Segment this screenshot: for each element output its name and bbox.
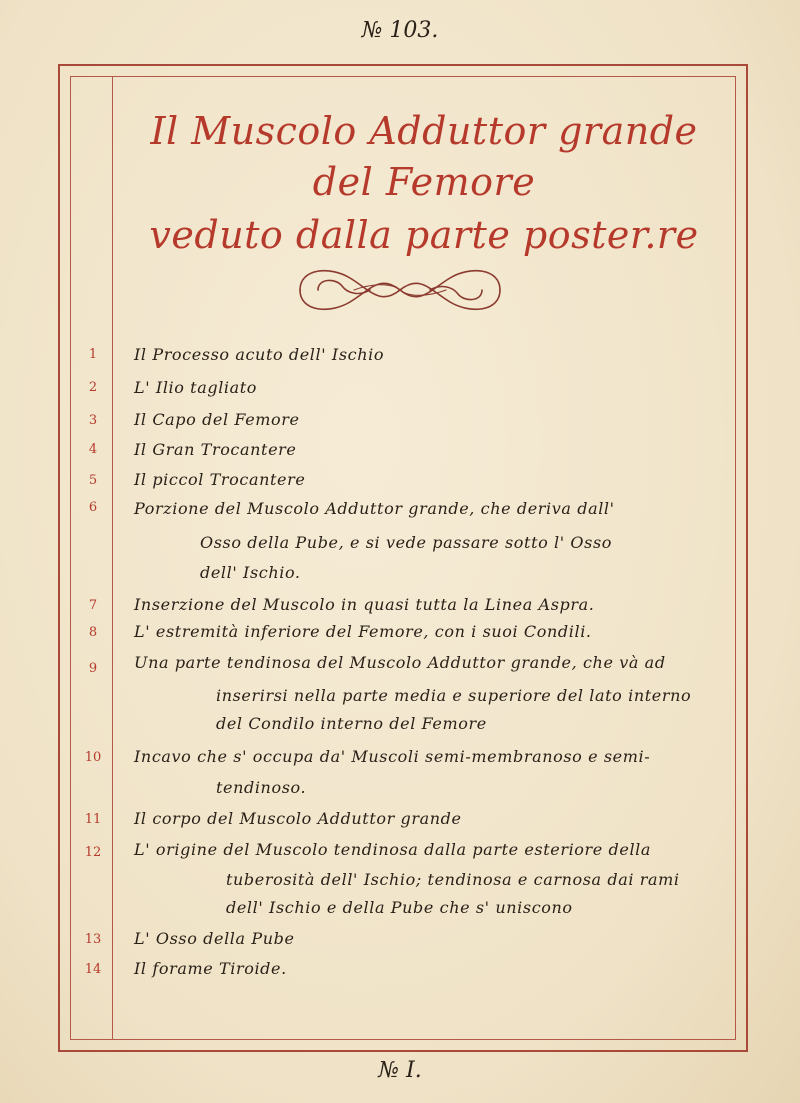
- entry-13-line-1: L' Osso della Pube: [134, 929, 295, 948]
- entry-1-line-1: Il Processo acuto dell' Ischio: [134, 345, 385, 364]
- entry-14-line-1: Il forame Tiroide.: [134, 959, 287, 978]
- entry-number-7: 7: [88, 598, 98, 613]
- entry-6-line-2: Osso della Pube, e si vede passare sotto l' Osso: [200, 533, 612, 552]
- entry-2-line-1: L' Ilio tagliato: [134, 378, 258, 397]
- entry-12-line-2: tuberosità dell' Ischio; tendinosa e carnosa dai rami: [226, 870, 680, 889]
- entry-7-line-1: Inserzione del Muscolo in quasi tutta la Linea Aspra.: [134, 595, 595, 614]
- entry-number-3: 3: [88, 413, 98, 428]
- entry-5-line-1: Il piccol Trocantere: [134, 470, 306, 489]
- entry-3-line-1: Il Capo del Femore: [134, 410, 300, 429]
- title-line-1: Il Muscolo Adduttor grande: [150, 109, 698, 153]
- entry-number-12: 12: [84, 845, 102, 860]
- title-line-2: del Femore: [312, 160, 536, 204]
- entry-number-1: 1: [88, 347, 98, 362]
- page-number-bottom: № I.: [378, 1058, 422, 1083]
- entry-number-8: 8: [88, 625, 98, 640]
- page-number-top: № 103.: [361, 18, 439, 43]
- entry-number-9: 9: [88, 661, 98, 676]
- entry-9-line-1: Una parte tendinosa del Muscolo Adduttor grande, che và ad: [134, 653, 666, 672]
- entry-number-2: 2: [88, 380, 98, 395]
- entry-number-4: 4: [88, 442, 98, 457]
- entry-6-line-1: Porzione del Muscolo Adduttor grande, che deriva dall': [134, 499, 615, 518]
- entry-11-line-1: Il corpo del Muscolo Adduttor grande: [134, 809, 462, 828]
- entry-9-line-2: inserirsi nella parte media e superiore del lato interno: [216, 686, 692, 705]
- entry-8-line-1: L' estremità inferiore del Femore, con i suoi Condili.: [134, 622, 592, 641]
- title-line-3: veduto dalla parte poster.re: [149, 213, 699, 257]
- entry-9-line-3: del Condilo interno del Femore: [216, 714, 487, 733]
- entry-10-line-2: tendinoso.: [216, 778, 307, 797]
- entry-number-5: 5: [88, 473, 98, 488]
- entry-4-line-1: Il Gran Trocantere: [134, 440, 297, 459]
- ornamental-flourish-icon: [290, 262, 510, 318]
- entry-12-line-3: dell' Ischio e della Pube che s' uniscono: [226, 898, 573, 917]
- entry-number-6: 6: [88, 500, 98, 515]
- entry-10-line-1: Incavo che s' occupa da' Muscoli semi-membranoso e semi-: [134, 747, 651, 766]
- entry-number-13: 13: [84, 932, 102, 947]
- entry-number-14: 14: [84, 962, 102, 977]
- entry-6-line-3: dell' Ischio.: [200, 563, 301, 582]
- entry-12-line-1: L' origine del Muscolo tendinosa dalla parte esteriore della: [134, 840, 652, 859]
- left-margin-rule: [112, 77, 113, 1039]
- entry-number-10: 10: [84, 750, 102, 765]
- entry-number-11: 11: [84, 812, 102, 827]
